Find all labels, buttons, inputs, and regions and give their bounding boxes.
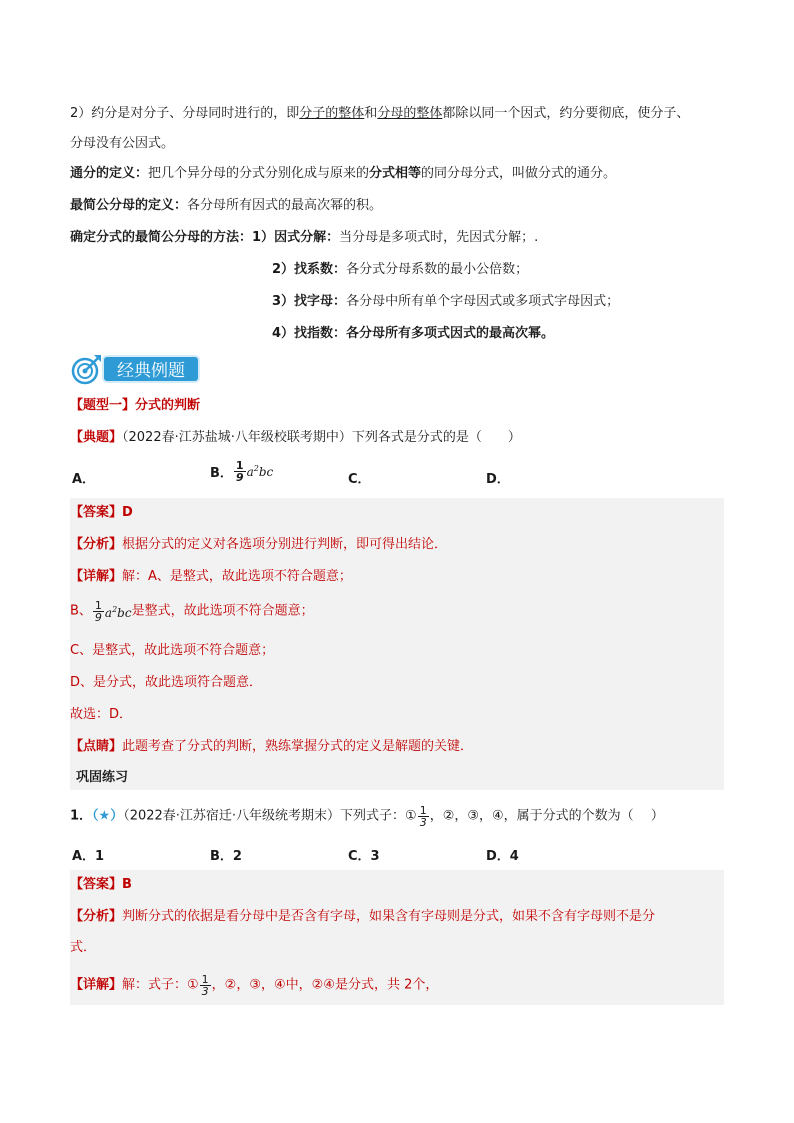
answer-tag: 【答案】 [70, 877, 123, 892]
detail-text: 解：式子：① [122, 977, 199, 993]
fraction [93, 600, 104, 623]
method-step-4: 4）找指数：各分母所有多项式因式的最高次幂。 [272, 326, 555, 341]
practice-detail [70, 974, 438, 997]
fraction-denominator: 9 [94, 611, 102, 624]
intro-text: 2）约分是对分子、分母同时进行的，即 [70, 106, 300, 121]
method-step-3 [272, 292, 619, 312]
expression-tail: bc [117, 606, 132, 620]
step-text: 各分母中所有单个字母因式或多项式字母因式； [346, 294, 620, 309]
fraction-denominator: 3 [419, 816, 427, 829]
comment-text: 此题考查了分式的判断，熟练掌握分式的定义是解题的关键． [122, 739, 474, 754]
analysis-text: 根据分式的定义对各选项分别进行判断，即可得出结论． [122, 537, 448, 552]
question-text: ，②，③，④，属于分式的个数为（ ） [429, 808, 664, 824]
step-text: 各分式分母系数的最小公倍数； [346, 262, 529, 277]
underlined-term: 分子的整体 [299, 106, 365, 121]
expression-exponent: 2 [112, 605, 118, 614]
practice-option-b: B．2 [210, 849, 242, 864]
tongfen-definition [70, 164, 616, 184]
fraction-numerator: 1 [419, 804, 427, 817]
option-label: B． [210, 466, 233, 481]
intro-line-2: 分母没有公因式。 [70, 136, 175, 151]
question-number: 1． [70, 808, 93, 824]
example-choose: 故选：D． [70, 707, 133, 722]
practice-answer [70, 875, 132, 895]
analysis-text: 判断分式的依据是看分母中是否含有字母，如果含有字母则是分式，如果不含有字母则不是分 [122, 909, 656, 924]
step-key: 找字母： [294, 294, 347, 309]
example-option-a: A． [72, 472, 96, 487]
expression-tail: bc [258, 465, 274, 479]
practice-option-d: D．4 [486, 849, 519, 864]
practice-analysis-line-1 [70, 907, 655, 927]
method-step-1 [70, 228, 538, 248]
detail-tag: 【详解】 [70, 569, 123, 584]
expression-base: a [246, 465, 254, 479]
fraction-denominator: 3 [201, 985, 209, 998]
comment-tag: 【点睛】 [70, 739, 123, 754]
type-heading: 【题型一】分式的判断 [70, 398, 201, 413]
practice-question [70, 805, 664, 828]
step-text: 当分母是多项式时，先因式分解；. [339, 230, 539, 245]
definition-text: 的同分母分式，叫做分式的通分。 [421, 166, 617, 181]
fraction [234, 460, 246, 483]
practice-heading: 巩固练习 [76, 770, 129, 785]
step-number: 2） [272, 262, 295, 277]
intro-text: 都除以同一个因式，约分要彻底，使分子、 [442, 106, 690, 121]
question-text: （2022春·江苏盐城·八年级校联考期中）下列各式是分式的是（ ） [122, 430, 521, 445]
example-option-c: C． [348, 472, 371, 487]
detail-text: 解：A、是整式，故此选项不符合题意； [122, 569, 352, 584]
method-label: 确定分式的最简公分母的方法： [70, 230, 253, 245]
difficulty-star: （★） [92, 808, 124, 824]
analysis-tag: 【分析】 [70, 909, 123, 924]
definition-text: 把几个异分母的分式分别化成与原来的 [148, 166, 370, 181]
zuijian-definition [70, 196, 382, 216]
detail-text: ，②，③，④中，②④是分式，共 2个， [211, 977, 439, 993]
analysis-tag: 【分析】 [70, 537, 123, 552]
detail-text: 是整式，故此选项不符合题意； [131, 603, 314, 619]
banner-title: 经典例题 [102, 355, 200, 383]
definition-label: 最简公分母的定义： [70, 198, 188, 213]
answer-value: D [122, 505, 133, 520]
detail-text: B、 [70, 603, 92, 619]
intro-line-1 [70, 104, 689, 124]
target-arrow-icon [70, 352, 104, 386]
step-key: 因式分解： [274, 230, 340, 245]
expression-base: a [104, 606, 113, 620]
definition-emphasis: 分式相等 [369, 166, 422, 181]
answer-value: B [122, 877, 132, 892]
example-option-d: D． [486, 472, 510, 487]
step-number: 1） [252, 230, 275, 245]
step-number: 3） [272, 294, 295, 309]
fraction [200, 974, 211, 997]
practice-option-c: C．3 [348, 849, 380, 864]
underlined-term: 分母的整体 [377, 106, 443, 121]
example-question [70, 428, 521, 448]
expression [105, 606, 132, 620]
example-detail-a [70, 567, 352, 587]
example-detail-b [70, 600, 314, 623]
method-step-2 [272, 260, 528, 280]
fraction [418, 805, 429, 828]
question-text: （2022春·江苏宿迁·八年级统考期末）下列式子：① [123, 808, 417, 824]
step-key: 找系数： [294, 262, 347, 277]
expression [247, 465, 274, 479]
fraction-numerator: 1 [201, 973, 209, 986]
definition-label: 通分的定义： [70, 166, 149, 181]
definition-text: 各分母所有因式的最高次幂的积。 [187, 198, 383, 213]
detail-tag: 【详解】 [70, 977, 123, 993]
question-tag: 【典题】 [70, 430, 123, 445]
fraction-numerator: 1 [235, 459, 244, 472]
answer-tag: 【答案】 [70, 505, 123, 520]
fraction-numerator: 1 [94, 599, 102, 612]
example-analysis [70, 535, 447, 555]
example-answer [70, 503, 133, 523]
example-option-b [210, 460, 273, 483]
expression-exponent: 2 [253, 464, 259, 473]
fraction-denominator: 9 [235, 471, 244, 484]
section-banner [70, 352, 185, 386]
practice-analysis-line-2: 式． [70, 940, 97, 955]
example-comment [70, 737, 473, 757]
intro-text: 和 [364, 106, 378, 121]
example-detail-c: C、是整式，故此选项不符合题意； [70, 643, 275, 658]
practice-option-a: A．1 [72, 849, 105, 864]
example-detail-d: D、是分式，故此选项符合题意． [70, 675, 263, 690]
